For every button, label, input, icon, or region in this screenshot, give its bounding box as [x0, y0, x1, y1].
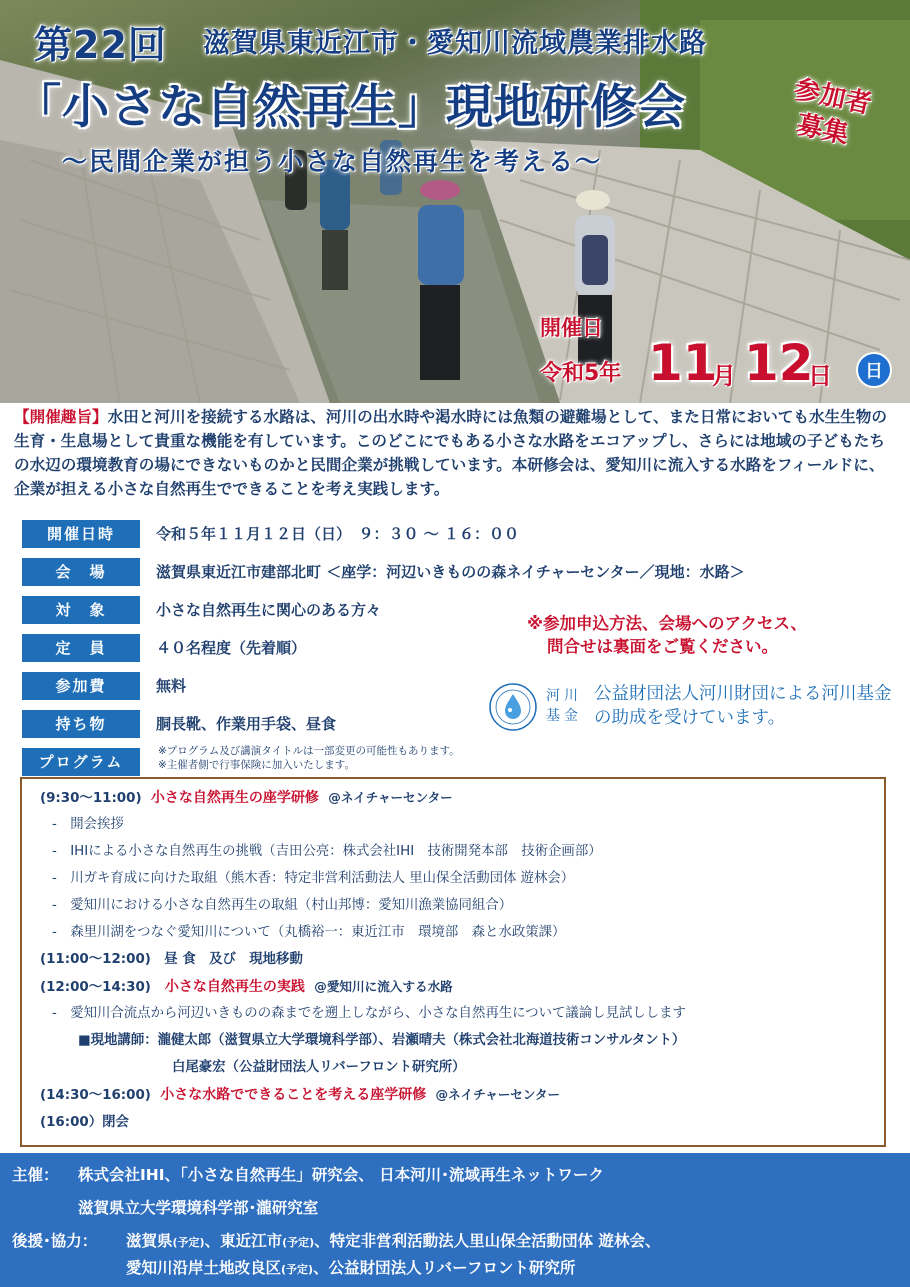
supporter: 滋賀県: [126, 1232, 173, 1250]
info-row-datetime: [22, 520, 902, 548]
session-title: 小さな自然再生の座学研修: [150, 790, 319, 806]
program-session-3: [40, 977, 453, 998]
info-row-program: [22, 748, 902, 776]
supporter: 、東近江市: [204, 1232, 283, 1250]
date-day-kanji: 日: [808, 362, 832, 390]
program-item: - 愛知川における小さな自然再生の取組（村山邦博：愛知川漁業協同組合）: [52, 898, 513, 913]
info-value: ４０名程度（先着順）: [156, 639, 307, 657]
fund-tag-1: 河川: [546, 688, 582, 704]
program-lecturers-2: 白尾豪宏（公益財団法人リバーフロント研究所）: [172, 1060, 466, 1075]
support-label: 後援･協力：: [12, 1232, 98, 1250]
note-2: ※主催者側で行事保険に加入いたします。: [158, 759, 355, 771]
program-lecturers: ■現地講師：瀧健太郎（滋賀県立大学環境科学部）、岩瀬晴夫（株式会社北海道技術コンサルタント）: [78, 1033, 686, 1048]
info-row-venue: [22, 558, 902, 586]
info-value: 小さな自然再生に関心のある方々: [156, 601, 382, 619]
main-title: 「小さな自然再生」現地研修会: [14, 80, 686, 135]
program-item: - 愛知川合流点から河辺いきものの森までを遡上しながら、小さな自然再生について議論し見試しします: [52, 1006, 686, 1021]
notice-line-1: ※参加申込方法、会場へのアクセス、: [527, 614, 808, 633]
info-value: 令和５年１１月１２日（日） ９：３０ ～ １６：００: [156, 525, 519, 543]
host-line-2: 滋賀県立大学環境科学部･瀧研究室: [78, 1199, 319, 1217]
info-value: 胴長靴、作業用手袋、昼食: [156, 715, 337, 733]
program-notes: [158, 744, 460, 772]
info-label: プログラム: [22, 748, 140, 776]
tentative-mark: (予定): [282, 1236, 315, 1249]
purpose-paragraph: [14, 405, 900, 501]
program-box: [20, 777, 886, 1147]
session-venue: @愛知川に流入する水路: [314, 979, 453, 994]
region-title: 滋賀県東近江市・愛知川流域農業排水路: [203, 28, 707, 59]
host-line-1: 株式会社IHI、「小さな自然再生」研究会、 日本河川･流域再生ネットワーク: [78, 1166, 604, 1184]
program-item: - 川ガキ育成に向けた取組（熊木香：特定非営利活動法人 里山保全活動団体 遊林会）: [52, 871, 575, 886]
session-time: (9:30～11:00): [40, 791, 142, 806]
program-session-5: (16:00）閉会: [40, 1115, 129, 1130]
info-label: 持ち物: [22, 710, 140, 738]
info-value: 無料: [156, 677, 187, 695]
fund-tag: [546, 686, 582, 726]
session-venue: @ネイチャーセンター: [435, 1087, 561, 1102]
support-line-2: [126, 1257, 575, 1281]
session-title: 小さな自然再生の実践: [164, 979, 305, 995]
info-value: 滋賀県東近江市建部北町 ＜座学：河辺いきものの森ネイチャーセンター／現地：水路＞: [156, 563, 745, 581]
date-label: 開催日: [540, 316, 603, 340]
supporter: 、公益財団法人リバーフロント研究所: [313, 1259, 576, 1277]
program-session-2: (11:00～12:00) 昼 食 及び 現地移動: [40, 952, 303, 967]
fund-notice: [488, 682, 903, 742]
badge-line-1: 参加者: [791, 74, 874, 121]
info-label: 開催日時: [22, 520, 140, 548]
purpose-text: 水田と河川を接続する水路は、河川の出水時や渇水時には魚類の避難場として、また日常においても水生生物の生育・生息場として貴重な機能を有しています。このどこにでもある小さな水路をエコアップし、さらには地域の子どもたちの水辺の環境教育の場にできないものかと民間企業が挑戦しています。本研修会は、愛知川に流入する水路をフィールドに、企業が担える小さな自然再生でできることを考え実践します。: [14, 408, 887, 498]
date-day: 12: [744, 334, 814, 392]
program-item: - 森里川湖をつなぐ愛知川について（丸橋裕一：東近江市 環境部 森と水政策課）: [52, 925, 566, 940]
tentative-mark: (予定): [281, 1263, 314, 1276]
session-time: (12:00～14:30): [40, 980, 151, 995]
session-time: (14:30～16:00): [40, 1088, 151, 1103]
event-date: [540, 312, 905, 397]
purpose-tag: 【開催趣旨】: [14, 408, 108, 426]
supporter: 愛知川沿岸土地改良区: [126, 1259, 282, 1277]
river-fund-logo-icon: [488, 682, 538, 732]
date-weekday-circle: 日: [856, 352, 892, 388]
program-item: - 開会挨拶: [52, 817, 124, 832]
tentative-mark: (予定): [172, 1236, 205, 1249]
info-label: 参加費: [22, 672, 140, 700]
info-label: 定 員: [22, 634, 140, 662]
program-session-1: [40, 788, 453, 809]
hero-banner: [0, 0, 910, 403]
footer-organizers: [0, 1153, 910, 1287]
host-label: 主催：: [12, 1166, 59, 1184]
session-venue: @ネイチャーセンター: [328, 790, 453, 805]
badge-line-2: 募集: [794, 109, 852, 150]
application-notice: [527, 612, 807, 658]
program-item: - IHIによる小さな自然再生の挑戦（吉田公亮：株式会社IHI 技術開発本部 技術企画部）: [52, 844, 602, 859]
info-label: 会 場: [22, 558, 140, 586]
notice-line-2: 問合せは裏面をご覧ください。: [547, 637, 778, 656]
session-title: 小さな水路でできることを考える座学研修: [160, 1087, 427, 1103]
date-month-kanji: 月: [712, 362, 736, 390]
info-label: 対 象: [22, 596, 140, 624]
support-line-1: [126, 1230, 661, 1254]
fund-text: 公益財団法人河川財団による河川基金の助成を受けています。: [594, 684, 892, 728]
subtitle: ～民間企業が担う小さな自然再生を考える～: [62, 147, 603, 176]
program-session-4: [40, 1085, 560, 1106]
edition-title: 第22回: [34, 23, 167, 67]
supporter: 、特定非営利活動法人里山保全活動団体 遊林会、: [314, 1232, 661, 1250]
note-1: ※プログラム及び講演タイトルは一部変更の可能性もあります。: [158, 745, 460, 757]
date-era: 令和5年: [540, 361, 622, 386]
date-month: 11: [648, 334, 718, 392]
fund-tag-2: 基金: [546, 708, 582, 724]
